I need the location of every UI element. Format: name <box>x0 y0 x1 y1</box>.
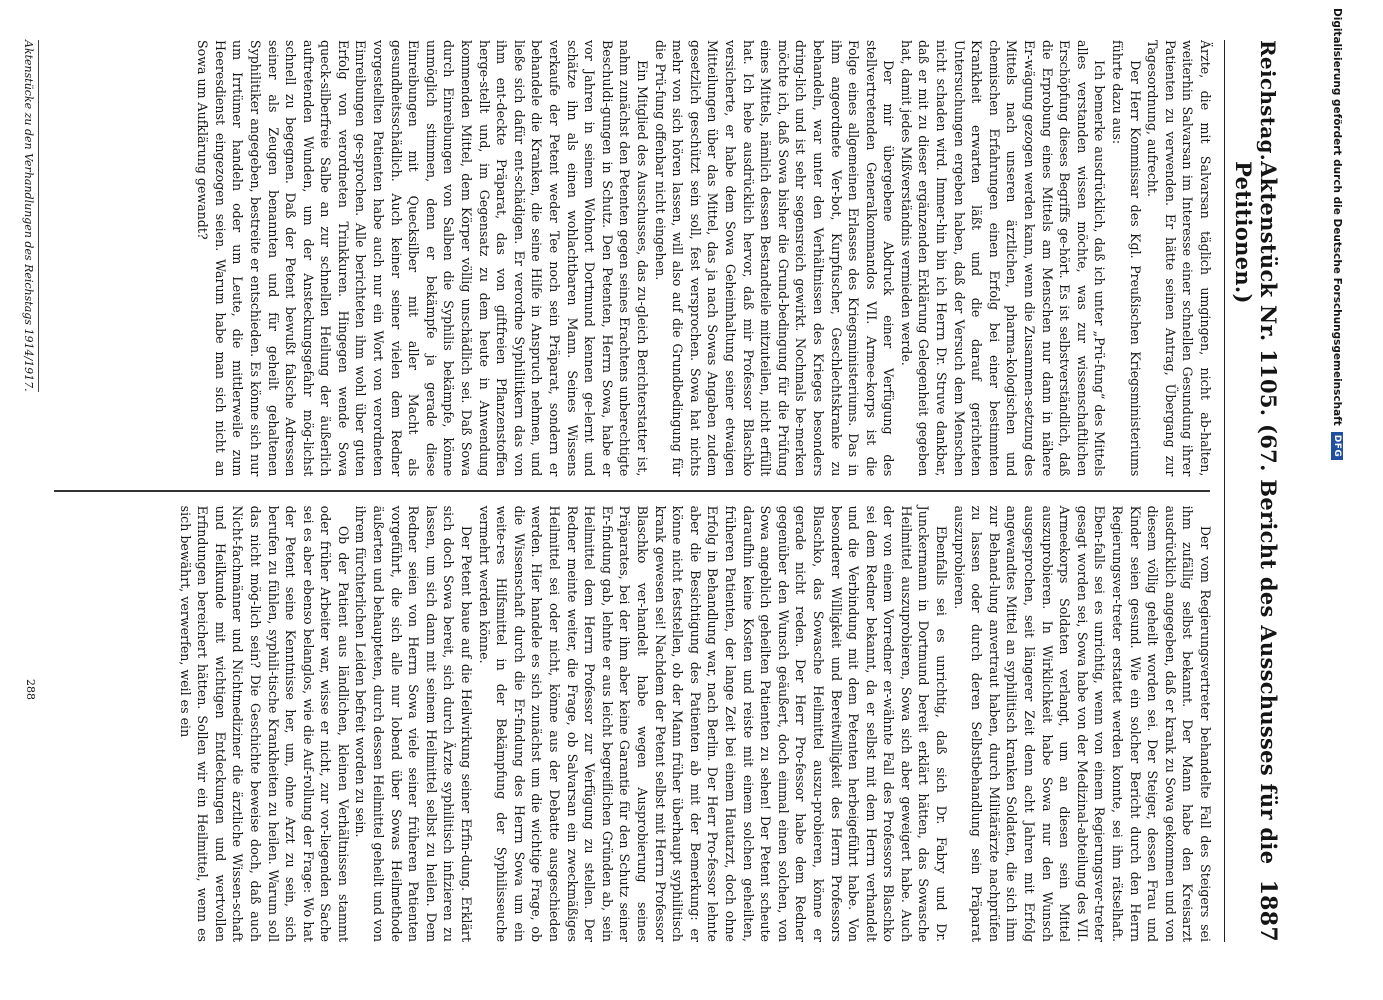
header-left: Reichstag. <box>1256 40 1280 162</box>
right-column <box>54 492 1214 942</box>
digitization-note <box>1324 8 1350 992</box>
paragraph: Ich bemerke ausdrücklich, daß ich unter „Prü‑fung“ des Mittels alles verstanden wissen möchte, was zur wissenschaftlichen Erschöpfung dieses Begriffs ge‑hört. Es ist selbstverständlich, daß die Erprobung eines Mittels am Menschen nur dann in nähere Er‑wägung gezogen werden kann, wenn die Zusammen‑setzung des Mittels nach unseren ärztlichen, pharma‑kologischen und chemischen Erfahrungen einen Erfolg bei einer bestimmten Krankheit erwarten läßt und die darauf gerichteten Untersuchungen ergeben haben, daß der Versuch dem Menschen nicht schaden wird. Immer‑hin bin ich Herrn Dr. Struve dankbar, daß er mit zu dieser ergänzenden Erklärung Gelegenheit gegeben hat, damit jedes Mißverständnis vermieden werde. <box>898 40 1108 477</box>
header-title: Aktenstück Nr. 1105. (67. Bericht des Ausschusses für die Petitionen.) <box>1231 161 1281 865</box>
page-number: 288 <box>24 679 37 700</box>
left-column <box>54 40 1214 490</box>
footnote: Aktenstücke zu den Verhandlungen des Reichstags 1914/1917. <box>22 40 39 392</box>
paragraph: Der Petent baue auf die Heilwirkung seiner Erfin‑dung. Erklärt sich doch Sowa bereit, sich durch Ärzte syphilitisch infizieren zu lassen, um sich dann mit seinem Heilmittel selbst zu heilen. Dem Redner seien von Herrn Sowa viele seiner früheren Patienten vorgeführt, die sich alle nur lobend über Sowas Heilmethode äußerten und behaupteten, durch dessen Heilmittel geheilt und von ihrem fürchterlichen Leiden befreit worden zu sein. <box>353 505 475 943</box>
page-header <box>1224 40 1281 942</box>
header-year: 1887 <box>1255 879 1281 942</box>
paragraph: Der mir übergebene Abdruck einer Verfügung des stellvertretenden Generalkommandos VII. Armee‑korps ist die Folge eines allgemeinen Erlasses des Kriegsministeriums. Das in ihm angeordnete Ver‑bot, Kurpfuscher, Geschlechtskranke zu behandeln, war unter den Verhältnissen des Krieges besonders dring‑lich und ist sehr segensreich gewirkt. Nochmals be‑merken möchte ich, daß Sowa bisher die Grund‑bedingung für die Prüfung eines Mittels, nämlich dessen Bestandteile mitzuteilen, nicht erfüllt hat. Ich hebe ausdrücklich hervor, daß mir Professor Blaschko versicherte, er habe dem Sowa Geheimhaltung seiner etwaigen Mitteilungen über das Mittel, das ja nach Sowas Angaben zudem gesetzlich geschützt sein soll, fest versprochen. Sowa hat nichts mehr von sich hören lassen, will also auf die Grundbedingung für die Prü‑fung offenbar nicht eingehen. <box>652 40 897 477</box>
paragraph: Ärzte, die mit Salvarsan täglich umgingen, nicht ab‑halten, weiterhin Salvarsan im Interesse einer schnellen Gesundung ihrer Patienten zu verwenden. Er hätte seinen Antrag, Übergang zur Tagesordnung, aufrecht. <box>1145 40 1213 477</box>
text-columns <box>54 40 1214 942</box>
paragraph: Ein Mitglied des Ausschusses, das zu‑gleich Berichterstatter ist, nahm zunächst den Petenten gegen seines Erachtens unberechtigte Beschuldi‑gungen in Schutz. Den Petenten, Herrn Sowa, habe er vor Jahren in seinem Wohnort Dortmund kennen ge‑lernt und schätze ihn als einen wohlachtbaren Mann. Seines Wissens verkaufe der Petent weder Tee noch sein Präparat, sondern er behandele die Kranken, die seine Hilfe in Anspruch nehmen, und ließe sich dafür ent‑schädigen. Er verordne Syphilitikern das von ihm ent‑deckte Präparat, das von giftfreien Pflanzenstoffen herge‑stellt und, im Gegensatz zu dem heute in Anwendung kommenden Mittel, dem Körper völlig unschädlich sei. Daß Sowa durch Einreibungen von Salben die Syphilis bekämpfe, könne unmöglich stimmen, denn er bekämpfe ja gerade diese Einreibungen mit Quecksilber mit aller Macht als gesundheitsschädlich. Auch keiner seiner vielen dem Redner vorgestellten Patienten habe auch nur ein Wort von verordneten Einreibungen ge‑sprochen. Alle berichteten ihm wohl über guten Erfolg von verordneten Trinkkuren. Hingegen wende Sowa queck‑silberfreie Salbe an zur schnellen Heilung der äußerlich auftretenden Wunden, um der Ansteckungsgefahr mög‑lichst schnell zu begegnen. Daß der Petent bewußt falsche Adressen seiner als Zeugen benannten und für geheilt gehaltenen Syphilitiker angegeben, bestreite er entschieden. Es könne sich nur um Irrtümer handeln oder um Leute, die mittlerweile zum Heeresdienst eingezogen seien. Warum habe man sich nicht an Sowa um Aufklärung gewandt? <box>195 40 650 477</box>
paragraph: Ob der Patient aus ländlichen, kleinen Verhältnissen stammt oder früher Arbeiter war, wisse er nicht, zur vor‑liegenden Sache sei es aber ebenso belanglos, wie die Auf‑rollung der Frage: Wo hat der Petent seine Kenntnisse her, um, ohne Arzt zu sein, sich berufen zu fühlen, syphili‑tische Krankheiten zu heilen. Warum soll das nicht mög‑lich sein? Die Geschichte beweise doch, daß auch Nicht‑fachmänner und Nichtmediziner die ärztliche Wissen‑schaft und Heilkunde mit wichtigen Entdeckungen und wertvollen Erfindungen bereichert hätten. Sollen wir ein Heilmittel, wenn es sich bewährt, verwerfen, weil es ein <box>177 505 351 943</box>
dfg-logo: DFG <box>1331 432 1343 461</box>
paragraph: Der Herr Kommissar des Kgl. Preußischen Kriegsministeriums führte dazu aus: <box>1110 40 1143 477</box>
digitization-text: Digitalisierung gefördert durch die Deutsche Forschungsgemeinschaft <box>1331 8 1343 426</box>
paragraph: Der vom Regierungsvertreter behandelte Fall des Steigers sei ihm zufällig selbst bekannt. Der Mann habe den Kreisarzt ausdrücklich angegeben, daß er krank zu Sowa gekommen und von diesem völlig geheilt worden sei. Der Steiger, dessen Frau und Kinder seien gesund. Wie ein solcher Bericht durch den Herrn Regierungsver‑treter erstattet werden konnte, sei ihm rätselhaft. Eben‑falls sei es unrichtig, wenn von einem Regierungsver‑treter gesagt worden sei, Sowa habe von der Medizinal‑abteilung des VII. Armeekorps Soldaten verlangt, um an diesen sein Mittel auszuprobieren. In Wirklichkeit habe Sowa nur den Wunsch ausgesprochen, seit längerer Zeit denn acht Jahren mit Erfolg angewandtes Mittel an syphilitisch kranken Soldaten, die sich ihm zur Behand‑lung anvertraut haben, durch Militärärzte nachprüfen zu lassen oder durch deren Selbstbehandlung sein Präparat auszuprobieren. <box>951 505 1213 943</box>
paragraph: Ebenfalls sei es unrichtig, daß sich Dr. Fabry und Dr. Junckermann in Dortmund bereit erklärt hätten, das Sowasche Heilmittel auszuprobieren, Sowa sich aber geweigert habe. Auch der von einem Vorredner er‑wähnte Fall des Professors Blaschko sei dem Redner bekannt, da er selbst mit dem Herrn verhandelt und die Verbindung mit dem Petenten herbeigeführt habe. Von besonderer Willigkeit und Bereitwilligkeit des Herrn Professors Blaschko, das Sowasche Heilmittel auszu‑probieren, könne er gerade nicht reden. Der Herr Pro‑fessor habe dem Redner gegenüber den Wunsch geäußert, doch einmal einen solchen, von Sowa angeblich geheilten Patienten zu sehen! Der Petent scheute daraufhin keine Kosten und reiste mit einem solchen geheilten, früheren Patienten, der lange Zeit bei einem Hautarzt, doch ohne Erfolg in Behandlung war, nach Berlin. Der Herr Pro‑fessor lehnte aber die Besichtigung des Patienten ab mit der Bemerkung: er könne nicht feststellen, ob der Mann früher überhaupt syphilitisch krank gewesen sei! Nachdem der Petent selbst mit Herrn Professor Blaschko ver‑handelt habe wegen Ausprobierung seines Präparates, bei der ihm aber keine Garantie für den Schutz seiner Er‑findung gab, lehnte er aus leicht begreiflichen Gründen ab, sein Heilmittel dem Herrn Professor zur Verfügung zu stellen. Der Redner meinte weiter, die Frage, ob Salvarsan ein zweckmäßiges Heilmittel sei oder nicht, könne aus der Debatte ausgeschieden werden. Hier handele es sich zunächst um die wichtige Frage, ob die Wissenschaft durch die Er‑findung des Herrn Sowa um ein weite‑res Hilfsmittel in der Bekämpfung der Syphilisseuche vermehrt werden könne. <box>476 505 950 943</box>
